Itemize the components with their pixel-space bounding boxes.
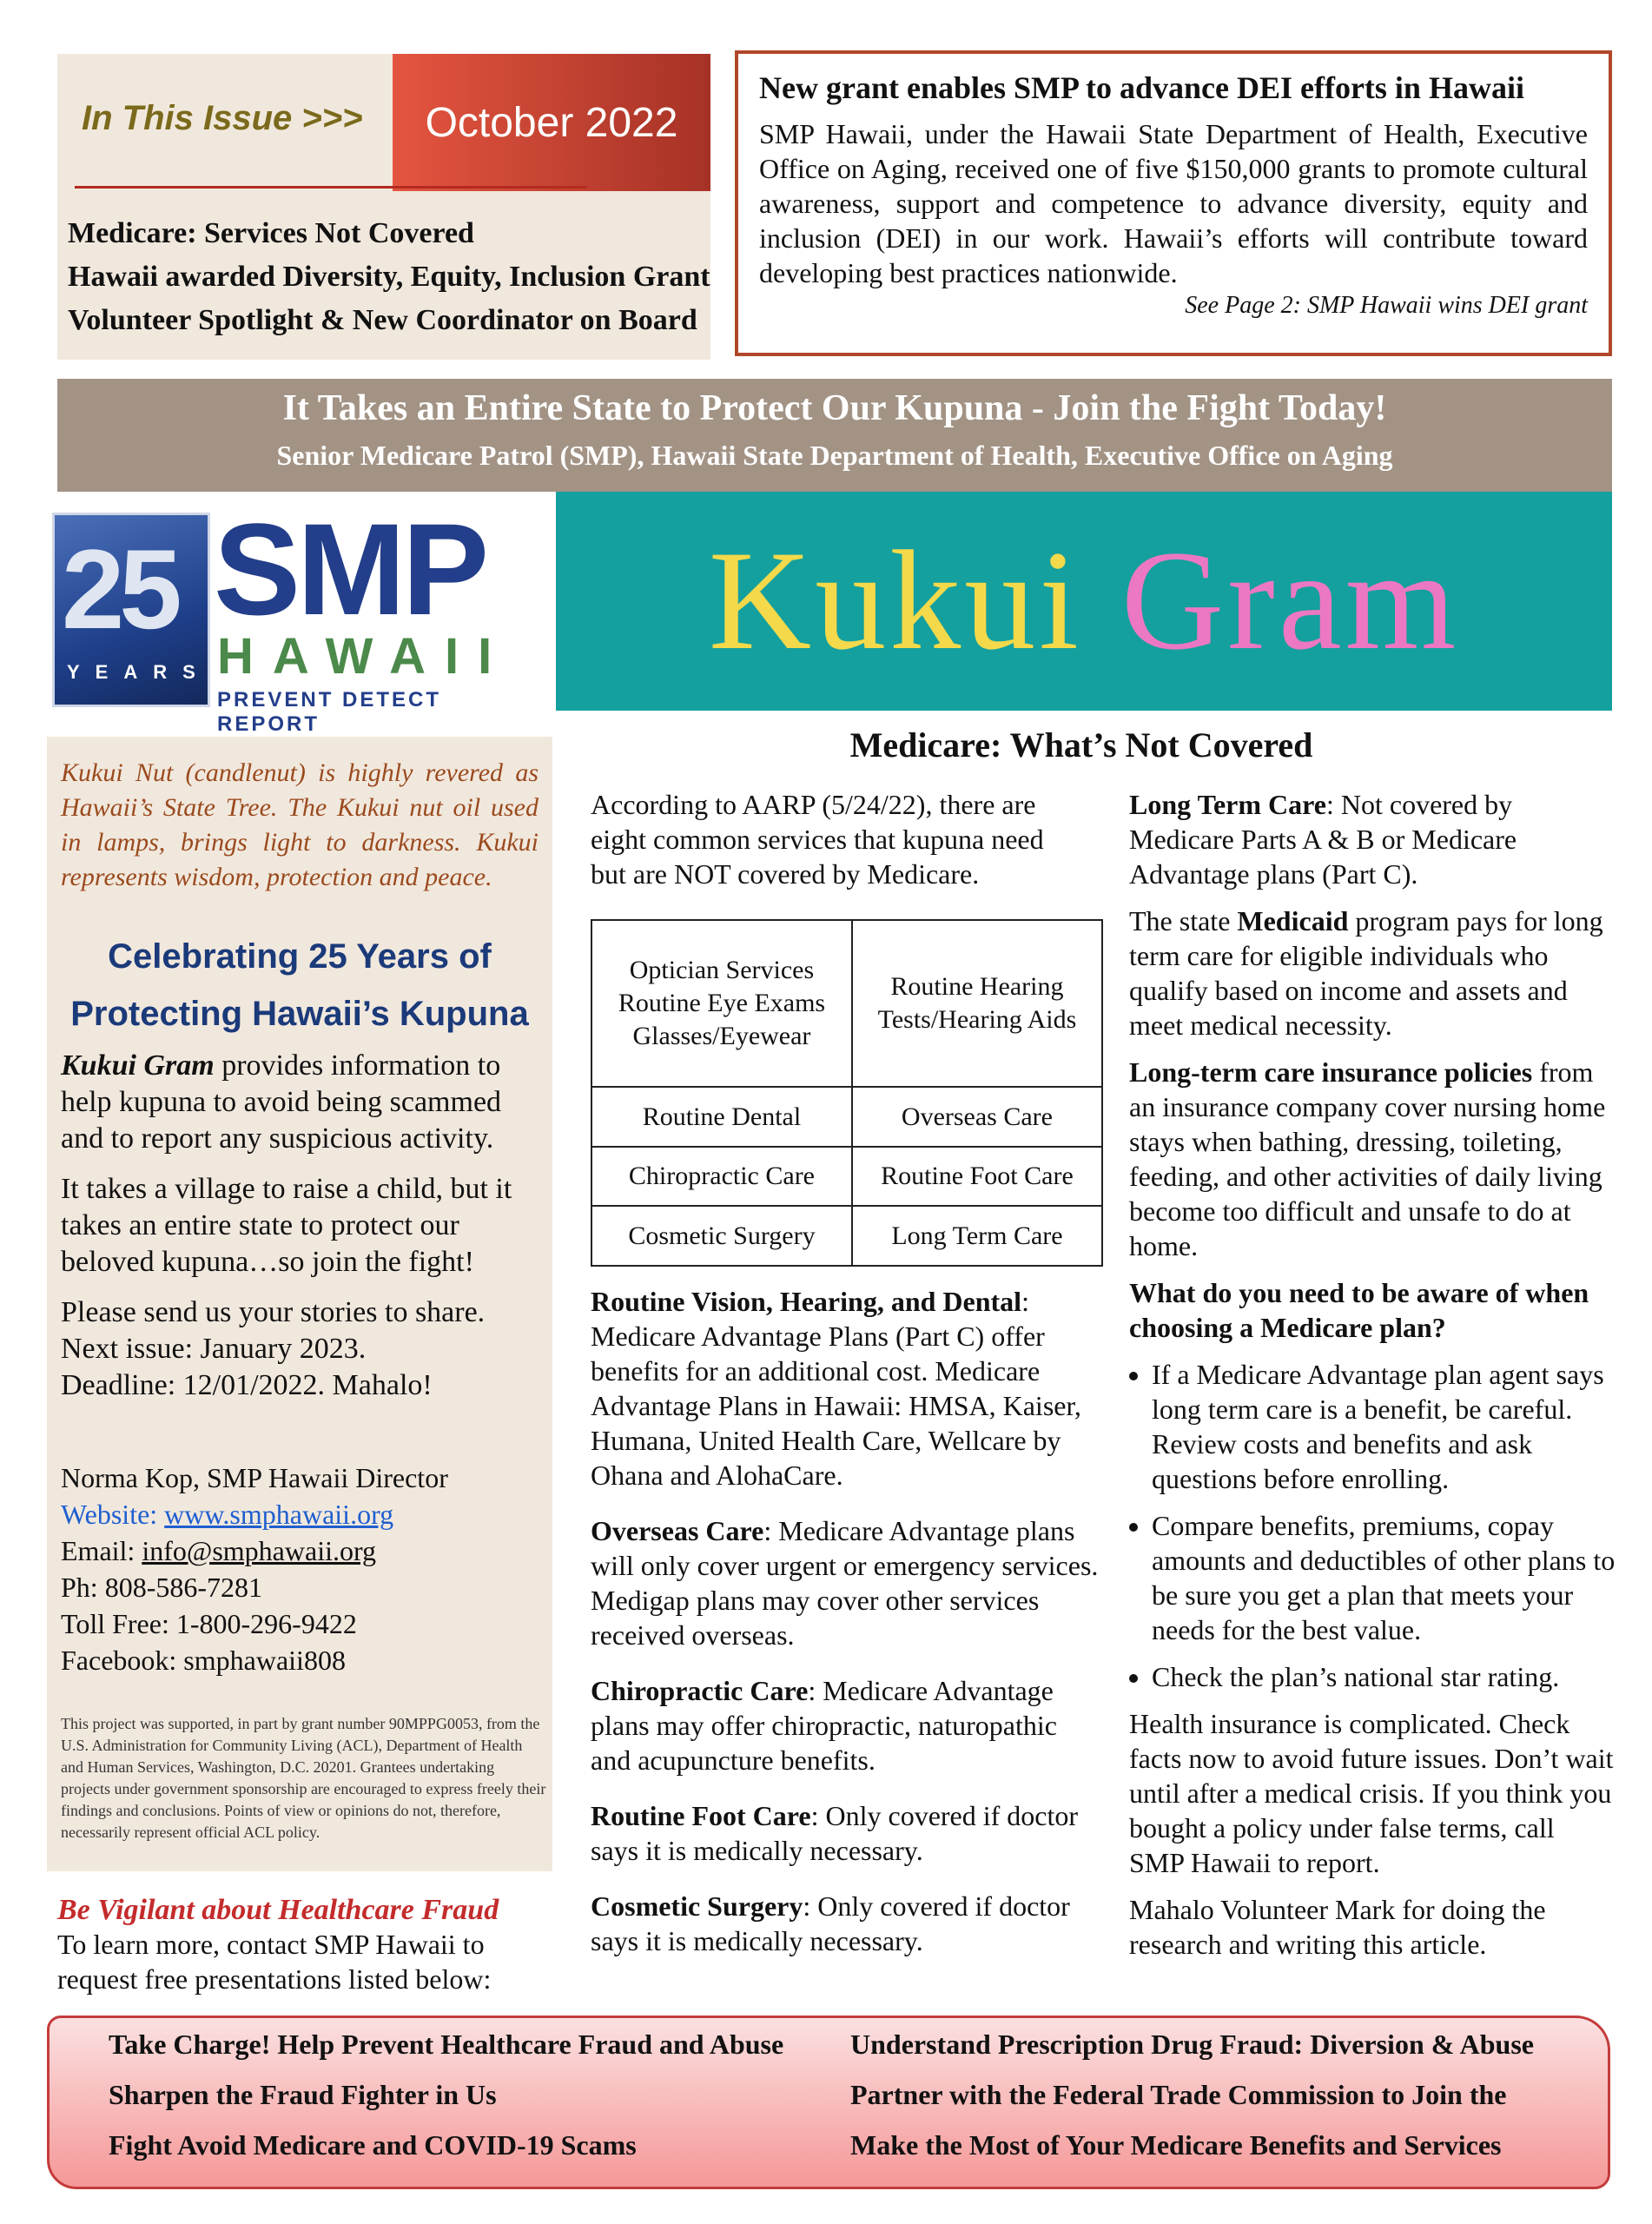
issue-list <box>68 212 710 342</box>
deadline-line: Deadline: 12/01/2022. Mahalo! <box>61 1369 433 1401</box>
section-foot <box>591 1798 1103 1868</box>
contact-info <box>61 1460 547 1678</box>
intro-text: provides information to help kupuna to avoid being scammed and to report any suspicious activity. <box>61 1049 502 1155</box>
section-text: : Medicare Advantage Plans (Part C) offer benefits for an additional cost. Medicare Advantage Plans in Hawaii: HMSA, Kaiser, Humana, United Health Care, Wellcare by Ohana and AlohaCare. <box>591 1286 1081 1491</box>
celebrate-heading <box>47 928 552 1042</box>
section-head: Routine Vision, Hearing, and Dental <box>591 1286 1022 1317</box>
table-cell: Routine Dental <box>591 1087 852 1147</box>
presentation-item[interactable]: Fight Avoid Medicare and COVID-19 Scams <box>109 2129 637 2161</box>
table-cell <box>852 920 1102 1087</box>
section-head: Overseas Care <box>591 1515 764 1546</box>
slogan-banner <box>57 379 1612 492</box>
table-cell: Overseas Care <box>852 1087 1102 1147</box>
section-head: Chiropractic Care <box>591 1675 809 1706</box>
ltci-head: Long-term care insurance policies <box>1129 1056 1533 1088</box>
article-title: Medicare: What’s Not Covered <box>849 725 1313 764</box>
aware-list <box>1129 1357 1616 1694</box>
25-years-badge <box>52 513 210 707</box>
right-column <box>1129 787 1616 1974</box>
list-item: • Compare benefits, premiums, copay amounts and deductibles of other plans to be sure you get a plan that meets your needs for the best value. <box>1152 1508 1616 1647</box>
phone-line: Ph: 808-586-7281 <box>61 1572 262 1603</box>
cell-line: Tests/Hearing Aids <box>877 1005 1077 1035</box>
masthead <box>556 492 1612 711</box>
issue-item[interactable]: Medicare: Services Not Covered <box>68 217 474 249</box>
section-text: : Only covered if doctor says it is medically necessary. <box>591 1800 1079 1866</box>
director-line: Norma Kop, SMP Hawaii Director <box>61 1462 448 1493</box>
banner-subtitle: Senior Medicare Patrol (SMP), Hawaii State Department of Health, Executive Office on Aging <box>276 440 1393 471</box>
kukui-note: Kukui Nut (candlenut) is highly revered as Hawaii’s State Tree. The Kukui nut oil used in lamps, brings light to darkness. Kukui represents wisdom, protection and peace. <box>61 758 539 891</box>
title-kukui: Kukui <box>708 522 1082 679</box>
table-cell: Cosmetic Surgery <box>591 1206 852 1266</box>
table-cell <box>591 920 852 1087</box>
aware-head: What do you need to be aware of when choosing a Medicare plan? <box>1129 1277 1589 1343</box>
issue-item[interactable]: Volunteer Spotlight & New Coordinator on Board <box>68 304 697 336</box>
smp-hawaii-logo <box>52 496 547 736</box>
coverage-details <box>591 1284 1103 1979</box>
logo-hawaii-text: HAWAII <box>217 628 512 685</box>
ltc-text: : Not covered by Medicare Parts A & B or Medicare Advantage plans (Part C). <box>1129 789 1517 890</box>
table-row <box>591 1087 1102 1147</box>
section-text: : Medicare Advantage plans may offer chiropractic, naturopathic and acupuncture benefits. <box>591 1675 1057 1776</box>
intro-paragraph <box>61 1048 547 1157</box>
email-label: Email: <box>61 1535 142 1566</box>
banner-title: It Takes an Entire State to Protect Our Kupuna - Join the Fight Today! <box>282 388 1387 428</box>
logo-tagline: PREVENT DETECT REPORT <box>217 688 442 736</box>
presentations-banner <box>47 2016 1610 2189</box>
email-line <box>61 1532 547 1569</box>
presentation-item[interactable]: Make the Most of Your Medicare Benefits and Services <box>850 2129 1502 2161</box>
grant-page-ref[interactable]: See Page 2: SMP Hawaii wins DEI grant <box>1185 292 1588 319</box>
email-link[interactable]: info@smphawaii.org <box>142 1535 377 1566</box>
table-cell: Chiropractic Care <box>591 1147 852 1207</box>
sidebar <box>47 737 552 1871</box>
ltc-paragraph <box>1129 787 1616 891</box>
presentation-item[interactable]: Understand Prescription Drug Fraud: Diversion & Abuse <box>850 2029 1534 2060</box>
stories-line: Please send us your stories to share. <box>61 1296 486 1328</box>
presentation-item[interactable]: Sharpen the Fraud Fighter in Us <box>109 2079 497 2110</box>
celebrate-line-2: Protecting Hawaii’s Kupuna <box>70 995 529 1033</box>
ltc-head: Long Term Care <box>1129 789 1326 820</box>
vigilant-body: To learn more, contact SMP Hawaii to request free presentations listed below: <box>57 1929 492 1995</box>
grant-disclaimer: This project was supported, in part by grant number 90MPPG0053, from the U.S. Administration for Community Living (ACL), Department of Health and Human Services, Washington, D.C. 20201. Grantees undertaking projects under government sponsorship are encouraged to express freely their findings and conclusions. Points of view or opinions do not, therefore, necessarily represent official ACL policy. <box>61 1715 546 1841</box>
section-head: Routine Foot Care <box>591 1800 811 1831</box>
medicaid-paragraph <box>1129 904 1616 1042</box>
logo-smp-text: SMP <box>214 496 486 642</box>
facebook-line: Facebook: smphawaii808 <box>61 1645 346 1676</box>
section-overseas <box>591 1513 1103 1652</box>
cell-line: Routine Hearing <box>890 972 1064 1002</box>
grant-title: New grant enables SMP to advance DEI efforts in Hawaii <box>759 70 1524 105</box>
section-cosmetic <box>591 1889 1103 1958</box>
section-head: Cosmetic Surgery <box>591 1890 803 1922</box>
table-row <box>591 1147 1102 1207</box>
website-label: Website: <box>61 1499 165 1530</box>
intro-bold: Kukui Gram <box>61 1049 215 1082</box>
vigilant-title: Be Vigilant about Healthcare Fraud <box>57 1894 499 1926</box>
village-paragraph: It takes a village to raise a child, but it takes an entire state to protect our beloved kupuna…so join the fight! <box>61 1173 512 1278</box>
celebrate-line-1: Celebrating 25 Years of <box>108 937 492 976</box>
cell-line: Optician Services <box>629 956 815 985</box>
presentation-item[interactable]: Partner with the Federal Trade Commission to Join the <box>850 2079 1507 2110</box>
article-intro: According to AARP (5/24/22), there are eight common services that kupuna need but are NOT covered by Medicare. <box>591 789 1044 890</box>
mahalo-paragraph: Mahalo Volunteer Mark for doing the research and writing this article. <box>1129 1894 1546 1960</box>
vigilant-section <box>57 1894 561 1996</box>
section-vision <box>591 1284 1103 1493</box>
grant-news-box <box>735 50 1612 356</box>
cell-line: Routine Eye Exams <box>618 989 826 1018</box>
section-chiropractic <box>591 1673 1103 1777</box>
medicaid-bold: Medicaid <box>1237 905 1349 937</box>
list-item: • Check the plan’s national star rating. <box>1152 1659 1616 1694</box>
issue-item[interactable]: Hawaii awarded Diversity, Equity, Inclusion Grant <box>68 261 710 293</box>
list-item: • If a Medicare Advantage plan agent says long term care is a benefit, be careful. Review costs and benefits and ask questions before enrolling. <box>1152 1357 1616 1496</box>
section-text: : Only covered if doctor says it is medically necessary. <box>591 1890 1070 1956</box>
closing-paragraph: Health insurance is complicated. Check facts now to avoid future issues. Don’t wait until after a medical crisis. If you think you bought a policy under false terms, call SMP Hawaii to report. <box>1129 1708 1614 1878</box>
next-issue-line: Next issue: January 2023. <box>61 1333 367 1365</box>
newsletter-title <box>709 520 1459 683</box>
cell-line: Glasses/Eyewear <box>632 1022 811 1051</box>
medicaid-post: program pays for long term care for eligible individuals who qualify based on income and assets and meet medical necessity. <box>1129 905 1603 1041</box>
website-link[interactable]: www.smphawaii.org <box>164 1499 394 1530</box>
section-text: : Medicare Advantage plans will only cover urgent or emergency services. Medigap plans may cover other services received overseas. <box>591 1515 1099 1651</box>
medicaid-pre: The state <box>1129 905 1238 937</box>
table-row <box>591 1206 1102 1266</box>
table-cell: Routine Foot Care <box>852 1147 1102 1207</box>
issue-label: In This Issue >>> <box>82 99 363 137</box>
not-covered-table <box>591 919 1103 1267</box>
title-gram: Gram <box>1120 522 1460 679</box>
grant-body: SMP Hawaii, under the Hawaii State Department of Health, Executive Office on Aging, received one of five $150,000 grants to promote cultural awareness, support and competence to advance diversity, equity and inclusion (DEI) in our work. Hawaii’s efforts will contribute toward developing best practices nationwide. <box>759 118 1588 288</box>
sidebar-body <box>61 1048 547 1404</box>
table-cell: Long Term Care <box>852 1206 1102 1266</box>
ltci-paragraph <box>1129 1055 1616 1263</box>
divider <box>75 186 587 189</box>
aware-heading <box>1129 1275 1616 1345</box>
badge-years: YEARS <box>67 661 211 683</box>
badge-number: 25 <box>62 526 177 652</box>
in-this-issue-box <box>57 54 710 360</box>
table-row <box>591 920 1102 1087</box>
website-line <box>61 1496 547 1532</box>
ltci-text: from an insurance company cover nursing home stays when bathing, dressing, toileting, feeding, and other activities of daily living become too difficult and unsafe to do at home. <box>1129 1056 1606 1261</box>
issue-date: October 2022 <box>393 54 710 191</box>
tollfree-line: Toll Free: 1-800-296-9422 <box>61 1608 357 1639</box>
presentation-item[interactable]: Take Charge! Help Prevent Healthcare Fraud and Abuse <box>109 2029 784 2060</box>
